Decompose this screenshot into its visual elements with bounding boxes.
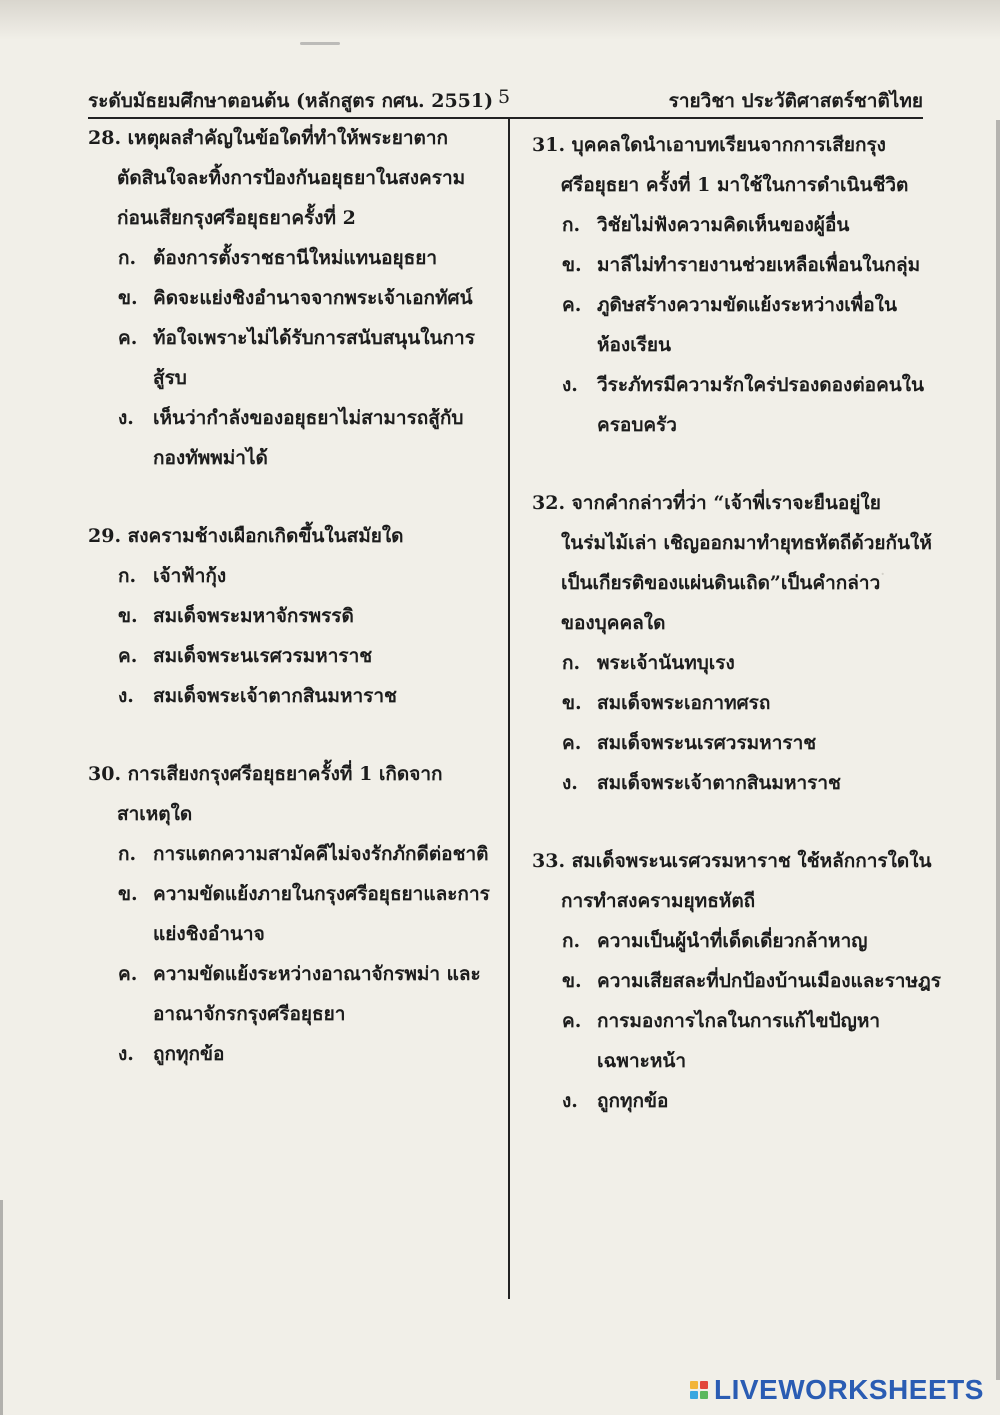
option-text: เห็นว่ากำลังของอยุธยาไม่สามารถสู้กับ bbox=[153, 407, 464, 429]
option-text: สมเด็จพระเจ้าตากสินมหาราช bbox=[153, 685, 397, 707]
option-text: สมเด็จพระนเรศวรมหาราช bbox=[153, 645, 373, 667]
scan-right-edge bbox=[996, 120, 1000, 1380]
question-text: ในร่มไม้เล่า เชิญออกมาทำยุทธหัตถีด้วยกันให้ bbox=[561, 532, 932, 554]
option-text: อาณาจักรกรุงศรีอยุธยา bbox=[153, 1003, 346, 1025]
option-letter: ง. bbox=[118, 407, 134, 429]
question-text: 32. จากคำกล่าวที่ว่า “เจ้าพี่เราจะยืนอยู่ใย bbox=[532, 492, 881, 514]
scan-left-edge bbox=[0, 1200, 3, 1415]
question bbox=[532, 125, 932, 445]
option-text: ต้องการตั้งราชธานีใหม่แทนอยุธยา bbox=[153, 247, 438, 269]
option-text: วีระภัทรมีความรักใคร่ปรองดองต่อคนใน bbox=[597, 374, 925, 396]
question bbox=[88, 516, 488, 716]
option-letter: ค. bbox=[562, 294, 582, 316]
option-letter: ก. bbox=[118, 843, 137, 865]
option-text: สมเด็จพระเจ้าตากสินมหาราช bbox=[597, 772, 841, 794]
option-text: ครอบครัว bbox=[597, 414, 677, 436]
answer-option bbox=[88, 556, 488, 596]
answer-option bbox=[532, 763, 932, 803]
scan-top-edge bbox=[0, 0, 1000, 40]
answer-option bbox=[532, 723, 932, 763]
answer-option bbox=[88, 398, 488, 438]
question-text: ตัดสินใจละทิ้งการป้องกันอยุธยาในสงคราม bbox=[117, 167, 466, 189]
question bbox=[532, 483, 932, 803]
question-text: สาเหตุใด bbox=[117, 803, 193, 825]
answer-option bbox=[88, 874, 488, 914]
option-text: เฉพาะหน้า bbox=[597, 1050, 687, 1072]
option-letter: ค. bbox=[118, 963, 138, 985]
option-text: ความเสียสละที่ปกป้องบ้านเมืองและราษฎร bbox=[597, 970, 941, 992]
header-level: ระดับมัธยมศึกษาตอนต้น (หลักสูตร กศน. 2551) bbox=[88, 90, 494, 112]
question-text: ศรีอยุธยา ครั้งที่ 1 มาใช้ในการดำเนินชีวิต bbox=[561, 174, 909, 196]
question-text: เป็นเกียรติของแผ่นดินเถิด”เป็นคำกล่าว bbox=[561, 572, 881, 594]
answer-option bbox=[88, 1034, 488, 1074]
option-text: ความขัดแย้งภายในกรุงศรีอยุธยาและการ bbox=[153, 883, 490, 905]
option-text: สมเด็จพระเอกาทศรถ bbox=[597, 692, 771, 714]
answer-option bbox=[532, 285, 932, 325]
logo-square bbox=[700, 1391, 708, 1399]
option-letter: ข. bbox=[562, 254, 582, 276]
header-subject: รายวิชา ประวัติศาสตร์ชาติไทย bbox=[668, 90, 923, 112]
question-text: 28. เหตุผลสำคัญในข้อใดที่ทำให้พระยาตาก bbox=[88, 127, 449, 149]
option-letter: ก. bbox=[562, 652, 581, 674]
option-text: ท้อใจเพราะไม่ได้รับการสนับสนุนในการ bbox=[153, 327, 475, 349]
option-letter: ค. bbox=[118, 327, 138, 349]
answer-option bbox=[532, 683, 932, 723]
option-letter: ข. bbox=[118, 605, 138, 627]
logo-square bbox=[700, 1381, 708, 1389]
answer-option bbox=[532, 643, 932, 683]
option-letter: ง. bbox=[562, 374, 578, 396]
option-text: การแตกความสามัคคีไม่จงรักภักดีต่อชาติ bbox=[153, 843, 489, 865]
option-text: กองทัพพม่าได้ bbox=[153, 447, 268, 469]
answer-option bbox=[88, 318, 488, 358]
option-text: คิดจะแย่งชิงอำนาจจากพระเจ้าเอกทัศน์ bbox=[153, 287, 473, 309]
option-letter: ง. bbox=[118, 1043, 134, 1065]
answer-option bbox=[88, 596, 488, 636]
option-letter: ข. bbox=[118, 883, 138, 905]
option-letter: ง. bbox=[118, 685, 134, 707]
option-text: วิชัยไม่ฟังความคิดเห็นของผู้อื่น bbox=[597, 214, 850, 236]
option-text: สู้รบ bbox=[153, 367, 187, 389]
question-text: 31. บุคคลใดนำเอาบทเรียนจากการเสียกรุง bbox=[532, 134, 886, 156]
page-number: 5 bbox=[498, 86, 511, 108]
page-header bbox=[88, 86, 923, 116]
answer-option bbox=[532, 205, 932, 245]
logo-square bbox=[690, 1391, 698, 1399]
option-text: สมเด็จพระนเรศวรมหาราช bbox=[597, 732, 817, 754]
option-letter: ค. bbox=[562, 1010, 582, 1032]
question-text: 29. สงครามช้างเผือกเกิดขึ้นในสมัยใด bbox=[88, 525, 404, 547]
option-text: ถูกทุกข้อ bbox=[597, 1090, 669, 1112]
liveworksheets-brand bbox=[690, 1373, 984, 1407]
option-text: ความขัดแย้งระหว่างอาณาจักรพม่า และ bbox=[153, 963, 481, 985]
option-text: พระเจ้านันทบุเรง bbox=[597, 652, 735, 674]
right-column bbox=[532, 125, 941, 1159]
liveworksheets-wordmark: LIVEWORKSHEETS bbox=[714, 1374, 984, 1405]
answer-option bbox=[532, 365, 932, 405]
answer-option bbox=[88, 676, 488, 716]
question bbox=[532, 841, 941, 1121]
question-text: 33. สมเด็จพระนเรศวรมหาราช ใช้หลักการใดใน bbox=[532, 850, 932, 872]
option-letter: ก. bbox=[562, 214, 581, 236]
answer-option bbox=[532, 1001, 932, 1041]
option-text: ภูดิษสร้างความขัดแย้งระหว่างเพื่อใน bbox=[597, 294, 897, 316]
option-letter: ค. bbox=[118, 645, 138, 667]
answer-option bbox=[532, 921, 932, 961]
left-column bbox=[88, 118, 488, 1112]
option-letter: ก. bbox=[118, 565, 137, 587]
answer-option bbox=[88, 954, 488, 994]
option-letter: ง. bbox=[562, 772, 578, 794]
answer-option bbox=[88, 238, 488, 278]
option-text: การมองการไกลในการแก้ไขปัญหา bbox=[597, 1010, 881, 1032]
answer-option bbox=[532, 1081, 932, 1121]
option-text: มาลีไม่ทำรายงานช่วยเหลือเพื่อนในกลุ่ม bbox=[597, 254, 921, 276]
answer-option bbox=[88, 278, 488, 318]
option-letter: ข. bbox=[562, 692, 582, 714]
question-text: 30. การเสียงกรุงศรีอยุธยาครั้งที่ 1 เกิดจาก bbox=[88, 763, 443, 785]
option-letter: ง. bbox=[562, 1090, 578, 1112]
scan-mark bbox=[300, 42, 340, 45]
option-letter: ค. bbox=[562, 732, 582, 754]
logo-square bbox=[690, 1381, 698, 1389]
answer-option bbox=[532, 245, 932, 285]
option-text: เจ้าฟ้ากุ้ง bbox=[153, 565, 227, 587]
answer-option bbox=[88, 834, 488, 874]
option-text: ถูกทุกข้อ bbox=[153, 1043, 225, 1065]
option-letter: ก. bbox=[562, 930, 581, 952]
question-text: ก่อนเสียกรุงศรีอยุธยาครั้งที่ 2 bbox=[117, 207, 356, 229]
option-text: แย่งชิงอำนาจ bbox=[153, 923, 265, 945]
question bbox=[88, 118, 488, 478]
option-letter: ข. bbox=[118, 287, 138, 309]
option-text: ห้องเรียน bbox=[597, 334, 672, 356]
answer-option bbox=[532, 961, 941, 1001]
answer-option bbox=[88, 636, 488, 676]
column-divider bbox=[508, 119, 510, 1299]
question-text: การทำสงครามยุทธหัตถี bbox=[561, 890, 756, 912]
liveworksheets-logo-icon bbox=[690, 1381, 708, 1399]
option-text: ความเป็นผู้นำที่เด็ดเดี่ยวกล้าหาญ bbox=[597, 930, 868, 952]
question-text: ของบุคคลใด bbox=[561, 612, 666, 634]
option-letter: ก. bbox=[118, 247, 137, 269]
option-letter: ข. bbox=[562, 970, 582, 992]
option-text: สมเด็จพระมหาจักรพรรดิ bbox=[153, 605, 354, 627]
question bbox=[88, 754, 488, 1074]
